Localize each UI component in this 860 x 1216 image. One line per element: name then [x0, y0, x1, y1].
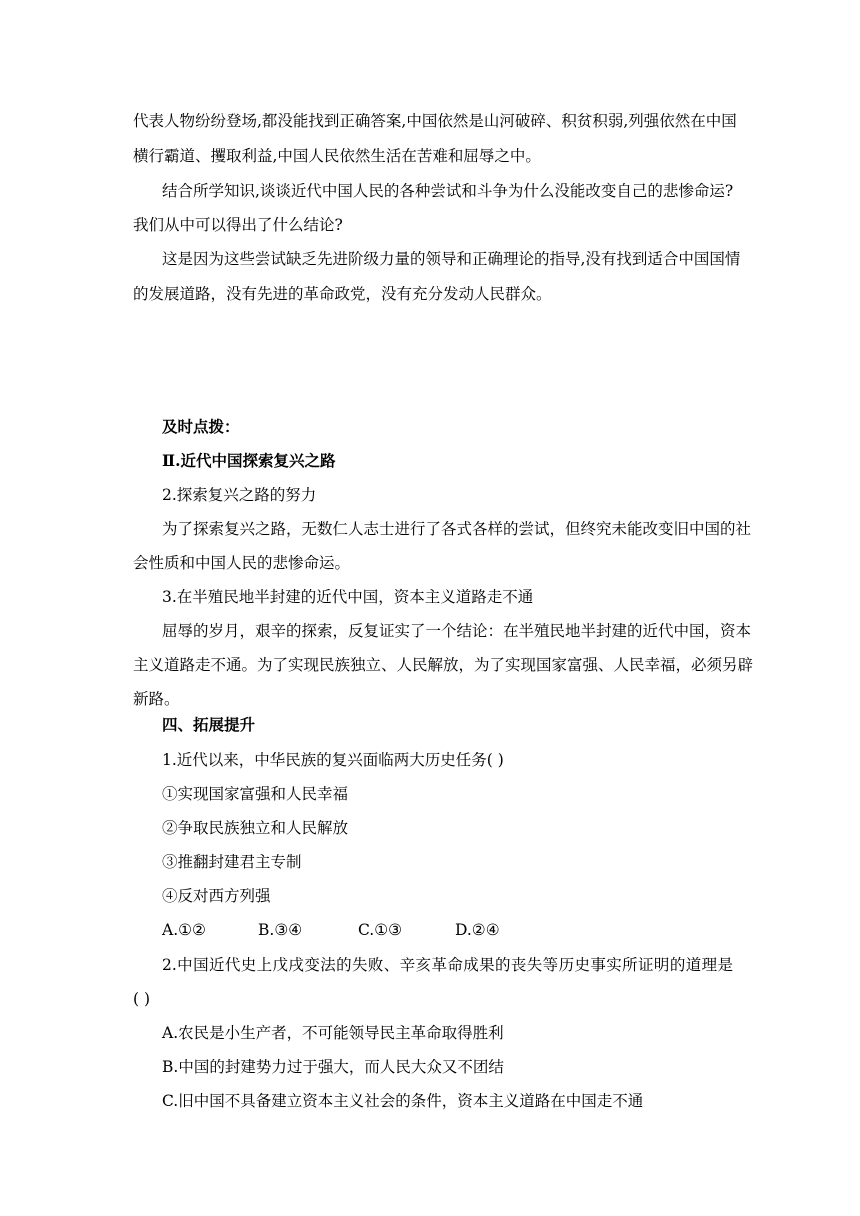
statement-item: ①实现国家富强和人民幸福 — [162, 785, 349, 803]
question-line: 结合所学知识,谈谈近代中国人民的各种尝试和斗争为什么没能改变自己的悲惨命运? — [162, 182, 734, 200]
option-d: D.②④ — [455, 921, 500, 939]
item-title: 3.在半殖民地半封建的近代中国，资本主义道路走不通 — [162, 588, 534, 606]
option-c: C.旧中国不具备建立资本主义社会的条件，资本主义道路在中国走不通 — [162, 1092, 644, 1110]
statement-item: ③推翻封建君主专制 — [162, 853, 302, 871]
extension-heading: 四、拓展提升 — [162, 715, 256, 734]
question-stem: ( ) — [133, 990, 151, 1008]
question-stem: 2.中国近代史上戊戌变法的失败、辛亥革命成果的丧失等历史事实所证明的道理是 — [162, 956, 733, 974]
paragraph-line: 会性质和中国人民的悲惨命运。 — [133, 554, 351, 572]
option-c: C.①③ — [358, 921, 403, 939]
item-title: 2.探索复兴之路的努力 — [162, 486, 317, 504]
paragraph-line: 新路。 — [133, 690, 180, 708]
option-b: B.中国的封建势力过于强大，而人民大众又不团结 — [162, 1058, 504, 1076]
tips-heading: 及时点拨： — [162, 417, 240, 436]
question-stem: 1.近代以来，中华民族的复兴面临两大历史任务( ) — [162, 751, 504, 769]
option-a: A.农民是小生产者，不可能领导民主革命取得胜利 — [162, 1024, 504, 1042]
paragraph-line: 代表人物纷纷登场,都没能找到正确答案,中国依然是山河破碎、积贫积弱,列强依然在中国 — [133, 112, 737, 130]
answer-line: 这是因为这些尝试缺乏先进阶级力量的领导和正确理论的指导,没有找到适合中国国情 — [162, 250, 741, 268]
option-a: A.①② — [162, 921, 206, 939]
answer-line: 的发展道路，没有先进的革命政党，没有充分发动人民群众。 — [133, 285, 552, 303]
statement-item: ④反对西方列强 — [162, 887, 271, 905]
paragraph-line: 为了探索复兴之路，无数仁人志士进行了各式各样的尝试，但终究未能改变旧中国的社 — [162, 520, 752, 538]
paragraph-line: 横行霸道、攫取利益,中国人民依然生活在苦难和屈辱之中。 — [133, 147, 541, 165]
statement-item: ②争取民族独立和人民解放 — [162, 819, 349, 837]
question-line: 我们从中可以得出了什么结论? — [133, 216, 343, 234]
section-title: Ⅱ.近代中国探索复兴之路 — [162, 451, 336, 470]
option-b: B.③④ — [258, 921, 303, 939]
paragraph-line: 屈辱的岁月，艰辛的探索，反复证实了一个结论：在半殖民地半封建的近代中国，资本 — [162, 622, 752, 640]
paragraph-line: 主义道路走不通。为了实现民族独立、人民解放，为了实现国家富强、人民幸福，必须另辟 — [133, 656, 754, 674]
